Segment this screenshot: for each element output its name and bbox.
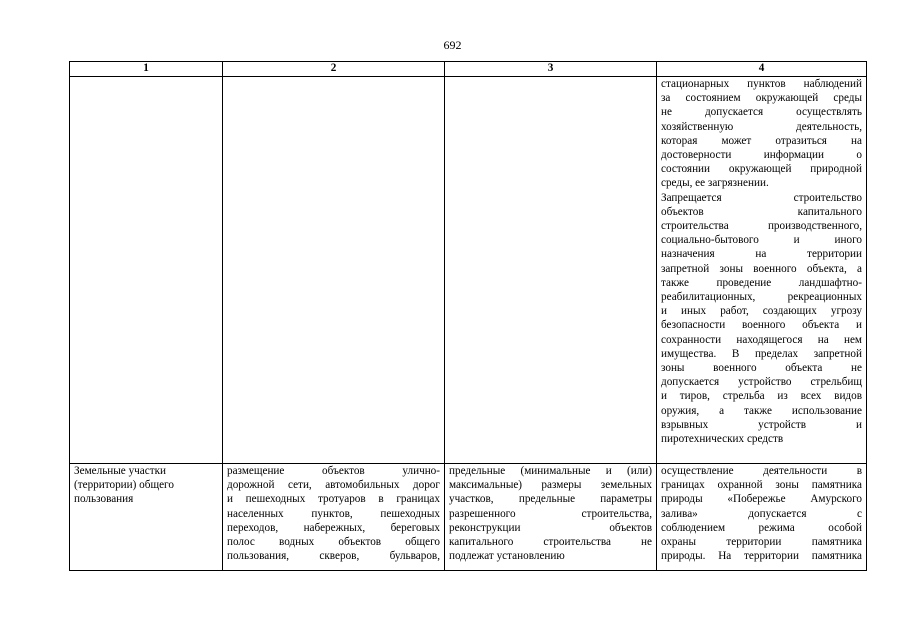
- cell-text-line: среды, ее загрязнении.: [661, 177, 769, 190]
- cell-text-line: социально-бытового и иного: [661, 234, 862, 247]
- cell-text-line: назначения на территории: [661, 248, 862, 261]
- cell-text-line: не допускается осуществлять: [661, 106, 862, 119]
- cell-text-line: запретной зоны военного объекта, а: [661, 262, 862, 275]
- cell-continuation-col1: [70, 77, 223, 464]
- table-header-row: [70, 62, 867, 77]
- cell-text-line: зоны военного объекта не: [661, 362, 862, 375]
- cell-text-line: Земельные участки: [74, 465, 167, 477]
- cell-text-line: залива» допускается с: [661, 507, 862, 520]
- cell-text-line: сохранности находящегося на нем: [661, 333, 862, 346]
- cell-text-line: природы «Побережье Амурского: [661, 493, 862, 506]
- cell-text-line: пользования, скверов, бульваров,: [227, 550, 440, 563]
- cell-text-line: строительства производственного,: [661, 220, 862, 233]
- cell-text-line: хозяйственную деятельность,: [661, 120, 862, 133]
- cell-text-line: размещение объектов улично-: [227, 465, 440, 477]
- cell-text-line: состоянии окружающей природной: [661, 163, 862, 176]
- cell-text-line: максимальные) размеры земельных: [449, 479, 652, 492]
- cell-text-line: стационарных пунктов наблюдений: [661, 78, 862, 90]
- table-row-public-land: [70, 464, 867, 571]
- column-header-4: 4: [657, 62, 867, 77]
- cell-text-line: реабилитационных, рекреационных: [661, 291, 862, 304]
- cell-continuation-col2: [223, 77, 445, 464]
- cell-text-line: безопасности военного объекта и: [661, 319, 862, 332]
- cell-text-line: реконструкции объектов: [449, 521, 652, 534]
- cell-continuation-col4: [657, 77, 867, 464]
- cell-text-line: разрешенного строительства,: [449, 507, 652, 520]
- cell-text-line: пиротехнических средств: [661, 433, 784, 446]
- cell-restrictions: [657, 464, 867, 571]
- cell-text-line: также проведение ландшафтно-: [661, 276, 862, 289]
- cell-text-line: охраны территории памятника: [661, 536, 862, 549]
- cell-text-line: населенных пунктов, пешеходных: [227, 507, 440, 520]
- column-header-1: 1: [70, 62, 223, 77]
- cell-text-line: осуществление деятельности в: [661, 465, 862, 477]
- cell-text-line: объектов капитального: [661, 205, 862, 218]
- cell-text-line: и иных работ, создающих угрозу: [661, 305, 862, 318]
- cell-text-line: капитального строительства не: [449, 536, 652, 549]
- cell-text-line: которая может отразиться на: [661, 134, 862, 147]
- cell-text-line: соблюдением режима особой: [661, 521, 862, 534]
- cell-parameters: [445, 464, 657, 571]
- cell-text-line: предельные (минимальные и (или): [449, 465, 652, 477]
- column-header-3: 3: [445, 62, 657, 77]
- cell-text-line: допускается устройство стрельбищ: [661, 376, 862, 389]
- page-number: 692: [443, 38, 462, 52]
- cell-text-line: переходов, набережных, береговых: [227, 521, 440, 534]
- cell-text-line: взрывных устройств и: [661, 418, 862, 431]
- cell-continuation-col3: [445, 77, 657, 464]
- cell-text-line: имущества. В пределах запретной: [661, 347, 862, 360]
- cell-text-line: участков, предельные параметры: [449, 493, 652, 506]
- cell-text-line: подлежат установлению: [449, 550, 565, 563]
- table-row-continuation: [70, 77, 867, 464]
- cell-land-type: [70, 464, 223, 571]
- cell-text-line: за состоянием окружающей среды: [661, 92, 862, 105]
- column-header-2: 2: [223, 62, 445, 77]
- cell-text-line: дорожной сети, автомобильных дорог: [227, 479, 440, 492]
- cell-text-line: и пешеходных тротуаров в границах: [227, 493, 440, 506]
- cell-text-line: границах охранной зоны памятника: [661, 479, 862, 492]
- cell-text-line: природы. На территории памятника: [661, 550, 862, 563]
- cell-text-line: пользования: [74, 493, 134, 506]
- cell-text-line: и тиров, стрельба из всех видов: [661, 390, 862, 403]
- cell-text-line: Запрещается строительство: [661, 191, 862, 204]
- cell-text-line: (территории) общего: [74, 479, 174, 492]
- cell-text-line: достоверности информации о: [661, 149, 862, 162]
- cell-text-line: полос водных объектов общего: [227, 536, 440, 549]
- cell-text-line: оружия, а также использование: [661, 404, 862, 417]
- cell-permitted-use: [223, 464, 445, 571]
- document-table: [69, 61, 867, 571]
